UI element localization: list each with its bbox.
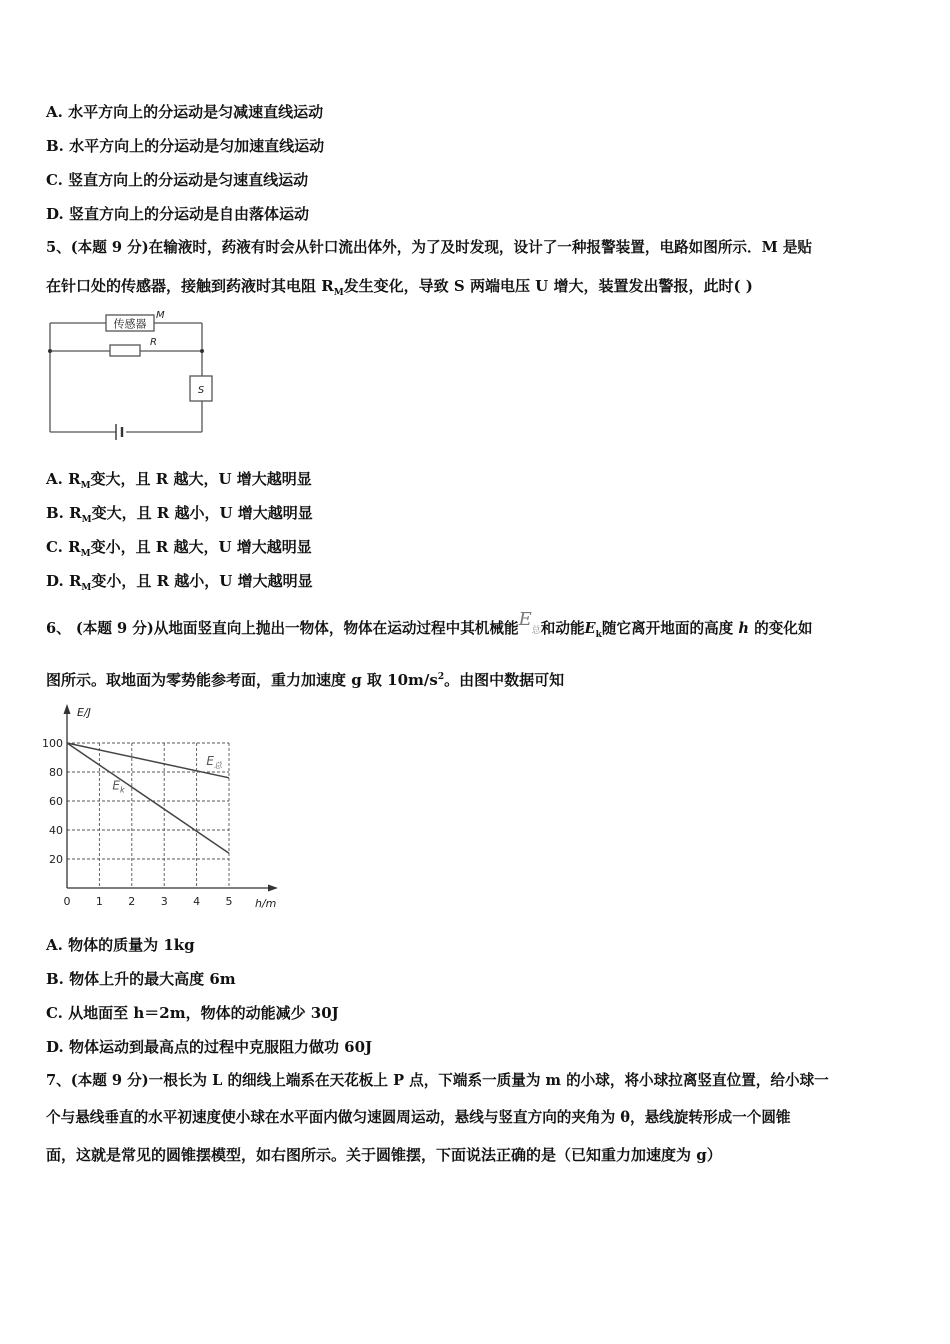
q4-option-a: A. 水平方向上的分运动是匀减速直线运动 (46, 103, 324, 121)
q5-option-c: C. $R_M$变小，且 R 越大，U 增大越明显 (46, 538, 312, 559)
junction-right (200, 349, 204, 353)
q5-stem-line1: 5、(本题 9 分)在输液时，药液有时会从针口流出体外，为了及时发现，设计了一种报警装置，电路如图所示．M 是贴 (46, 239, 813, 256)
x-axis-arrow (268, 885, 278, 892)
q7-stem-line3: 面，这就是常见的圆锥摆模型，如右图所示。关于圆锥摆，下面说法正确的是（已知重力加速度为 g） (46, 1146, 722, 1164)
q4-option-b: B. 水平方向上的分运动是匀加速直线运动 (46, 137, 325, 155)
alarm-s-label: S (197, 385, 205, 396)
x-tick-label: 4 (193, 895, 201, 908)
q6-option-a: A. 物体的质量为 1kg (46, 936, 195, 954)
q6-option-c: C. 从地面至 h＝2m，物体的动能减少 30J (46, 1004, 339, 1022)
sensor-label: 传感器 (113, 317, 147, 331)
x-tick-label: 0 (63, 895, 71, 908)
y-tick-label: 20 (49, 853, 63, 866)
e-total-symbol: E (518, 609, 532, 630)
x-axis-label: h/m (255, 897, 277, 910)
q5-stem-line2: 在针口处的传感器，接触到药液时其电阻 $R_M$发生变化，导致 S 两端电压 U 增大，装置发出警报，此时( ) (46, 277, 753, 298)
q6-option-d: D. 物体运动到最高点的过程中克服阻力做功 60J (46, 1038, 373, 1056)
q5-option-d: D. $R_M$变小，且 R 越小，U 增大越明显 (46, 572, 313, 593)
series-line-ek (67, 743, 229, 853)
x-tick-label: 3 (160, 895, 168, 908)
series-label-sub: k (119, 785, 125, 795)
y-axis-label: E/J (77, 706, 91, 719)
q5-option-b: B. $R_M$变大，且 R 越小，U 增大越明显 (46, 504, 313, 525)
resistor-r (110, 345, 140, 356)
y-tick-label: 60 (49, 795, 63, 808)
y-tick-label: 100 (42, 737, 63, 750)
sensor-m-label: M (156, 310, 165, 321)
q4-option-d: D. 竖直方向上的分运动是自由落体运动 (46, 205, 309, 223)
resistor-r-label: R (150, 337, 157, 348)
q5-circuit-diagram (44, 310, 216, 444)
q6-energy-height-chart (40, 700, 290, 915)
x-tick-label: 1 (95, 895, 103, 908)
series-label-sub: 总 (213, 760, 222, 770)
junction-left (48, 349, 52, 353)
y-tick-label: 40 (49, 824, 63, 837)
q6-stem-line1: 6、 (本题 9 分)从地面竖直向上抛出一物体，物体在运动过程中其机械能$E_总$和动能$E_k$随它离开地面的高度 h 的变化如 (46, 609, 813, 640)
x-tick-label: 2 (128, 895, 136, 908)
x-tick-label: 5 (225, 895, 233, 908)
q6-stem-line2: 图所示。取地面为零势能参考面，重力加速度 g 取 $10m/s^2$。由图中数据可知 (46, 671, 565, 689)
q7-stem-line2: 个与悬线垂直的水平初速度使小球在水平面内做匀速圆周运动，悬线与竖直方向的夹角为 θ，悬线旋转形成一个圆锥 (46, 1109, 791, 1126)
q4-option-c: C. 竖直方向上的分运动是匀速直线运动 (46, 171, 309, 189)
y-tick-label: 80 (49, 766, 63, 779)
q6-option-b: B. 物体上升的最大高度 6m (46, 970, 236, 988)
q5-option-a: A. $R_M$变大，且 R 越大，U 增大越明显 (46, 470, 312, 491)
series-label-e-total: $E_总$ (206, 753, 222, 770)
y-axis-arrow (64, 704, 71, 714)
series-label-ek: $E_k$ (112, 778, 125, 795)
q7-stem-line1: 7、(本题 9 分)一根长为 L 的细线上端系在天花板上 P 点，下端系一质量为 m 的小球，将小球拉离竖直位置，给小球一 (46, 1072, 829, 1089)
